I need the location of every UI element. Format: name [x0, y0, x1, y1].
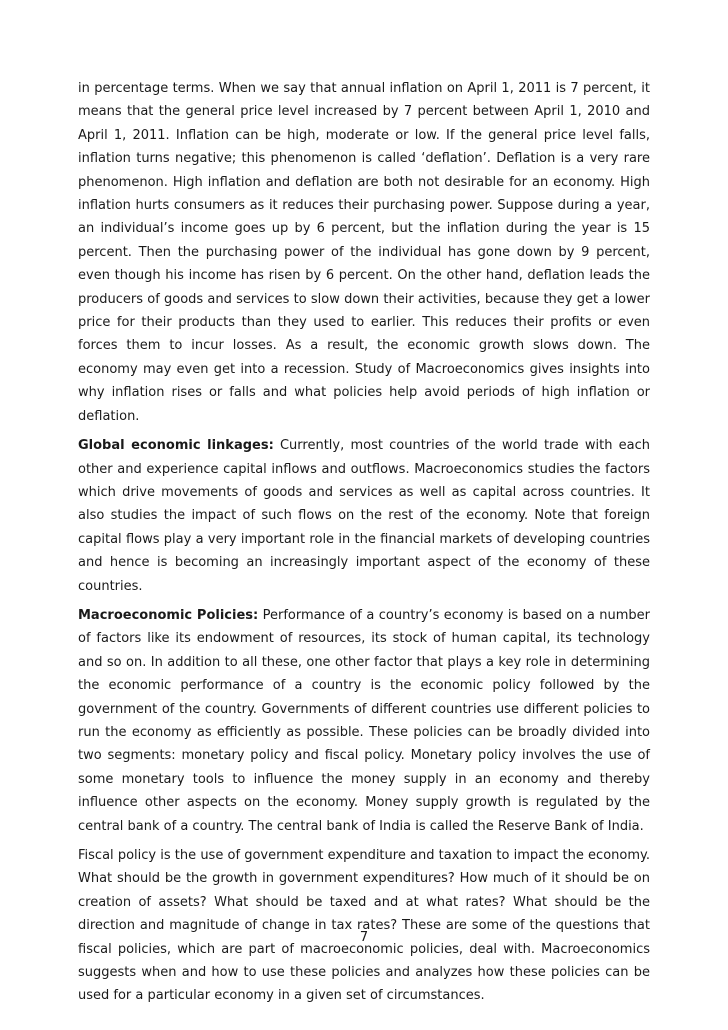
- paragraph-text: Currently, most countries of the world trade with each other and experience capital inflows and outflows. Macroeconomics studies the factors which drive movements of goods and services as well as capital across countries. It also studies the impact of such flows on the rest of the economy. Note that foreign capital flows play a very important role in the financial markets of developing countries and hence is becoming an increasingly important aspect of the economy of these countries.: [78, 438, 650, 594]
- paragraph-heading: Macroeconomic Policies:: [78, 607, 259, 623]
- paragraph-text: Fiscal policy is the use of government expenditure and taxation to impact the economy. What should be the growth in government expenditures? How much of it should be on creation of assets? What should be taxed and at what rates? What should be the direction and magnitude of change in tax rates? These are some of the questions that fiscal policies, which are part of macroeconomic policies, deal with. Macroeconomics suggests when and how to use these policies and analyzes how these policies can be used for a particular economy in a given set of circumstances.: [78, 848, 650, 1004]
- paragraph-global-linkages: [78, 434, 650, 598]
- page-number: 7: [359, 930, 369, 945]
- paragraph-text: Performance of a country’s economy is based on a number of factors like its endowment of resources, its stock of human capital, its technology and so on. In addition to all these, one other factor that plays a key role in determining the economic performance of a country is the economic policy followed by the government of the country. Governments of different countries use different policies to run the economy as efficiently as possible. These policies can be broadly divided into two segments: monetary policy and fiscal policy. Monetary policy involves the use of some monetary tools to influence the money supply in an economy and thereby influence other aspects on the economy. Money supply growth is regulated by the central bank of a country. The central bank of India is called the Reserve Bank of India.: [78, 607, 650, 834]
- paragraph-macro-policies: [78, 604, 650, 838]
- paragraph-inflation: [78, 77, 650, 428]
- paragraph-heading: Global economic linkages:: [78, 438, 274, 454]
- paragraph-text: in percentage terms. When we say that annual inflation on April 1, 2011 is 7 percent, it means that the general price level increased by 7 percent between April 1, 2010 and April 1, 2011. Inflation can be high, moderate or low. If the general price level falls, inflation turns negative; this phenomenon is called ‘deflation’. Deflation is a very rare phenomenon. High inflation and deflation are both not desirable for an economy. High inflation hurts consumers as it reduces their purchasing power. Suppose during a year, an individual’s income goes up by 6 percent, but the inflation during the year is 15 percent. Then the purchasing power of the individual has gone down by 9 percent, even though his income has risen by 6 percent. On the other hand, deflation leads the producers of goods and services to slow down their activities, because they get a lower price for their products than they used to earlier. This reduces their profits or even forces them to incur losses. As a result, the economic growth slows down. The economy may even get into a recession. Study of Macroeconomics gives insights into why inflation rises or falls and what policies help avoid periods of high inflation or deflation.: [78, 81, 650, 424]
- paragraph-fiscal-policy: [78, 844, 650, 1008]
- document-body: [78, 77, 650, 1014]
